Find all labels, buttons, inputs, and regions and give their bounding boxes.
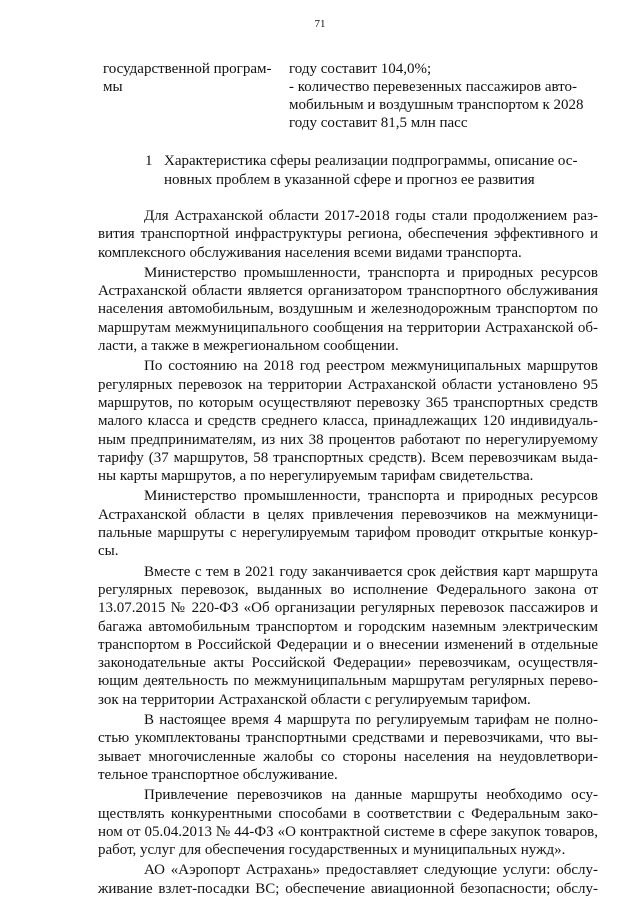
section-title-line: новных проблем в указанной сфере и прогноз ее развития [164, 172, 535, 188]
body-text [98, 207, 598, 898]
paragraph-line: Астраханской области является организатором транспортного обслуживания [98, 283, 598, 300]
paragraph-line: 13.07.2015 № 220-ФЗ «Об организации регулярных перевозок пассажиров и [98, 600, 598, 617]
body-paragraph [98, 264, 598, 355]
paragraph-line: транспортом в Российской Федерации и о внесении изменений в отдельные [98, 636, 598, 653]
paragraph-line: Для Астраханской области 2017-2018 годы стали продолжением раз- [144, 208, 598, 224]
body-paragraph [98, 357, 598, 485]
page-number: 71 [314, 18, 326, 30]
paragraph-line: Министерство промышленности, транспорта и природных ресурсов [144, 264, 598, 281]
paragraph-line: Привлечение перевозчиков на данные маршруты необходимо осу- [144, 787, 598, 804]
paragraph-line: живание взлет-посадки ВС; обеспечение авиационной безопасности; обслу- [98, 880, 598, 897]
paragraph-line: Министерство промышленности, транспорта и природных ресурсов [144, 488, 598, 505]
paragraph-line: комплексного обслуживания населения всеми видами транспорта. [98, 244, 522, 261]
paragraph-line: сы. [98, 543, 119, 560]
paragraph-line: зывает многочисленные жалобы со стороны населения на неудовлетвори- [98, 748, 598, 765]
table-label-line: государственной програм- [103, 61, 272, 77]
table-value-line: году составит 104,0%; [289, 61, 432, 77]
paragraph-line: вития транспортной инфраструктуры региона, обеспечения эффективного и [98, 226, 598, 243]
body-paragraph [98, 711, 598, 784]
section-number: 1 [145, 153, 153, 169]
paragraph-line: маршрутов, по которым осуществляют перевозку 365 транспортных средств [98, 394, 598, 411]
body-paragraph [98, 786, 598, 859]
paragraph-line: населения автомобильным, воздушным и железнодорожным транспортом по [98, 301, 598, 318]
paragraph-line: ном от 05.04.2013 № 44-ФЗ «О контрактной системе в сфере закупок товаров, [98, 823, 598, 840]
paragraph-line: В настоящее время 4 маршрута по регулируемым тарифам не полно- [144, 712, 598, 729]
paragraph-line: законодательные акты Российской Федерации» перевозчикам, осуществля- [98, 655, 598, 672]
paragraph-line: Астраханской области в целях привлечения перевозчиков на межмуници- [98, 506, 598, 523]
paragraph-line: зок на территории Астраханской области с регулируемым тарифом. [98, 691, 531, 708]
body-paragraph [98, 563, 598, 709]
table-value-cell [289, 60, 598, 132]
body-paragraph [98, 861, 598, 898]
paragraph-line: работ, услуг для обеспечения государственных и муниципальных нужд». [98, 842, 566, 859]
table-label-line: мы [103, 79, 123, 95]
paragraph-line: АО «Аэропорт Астрахань» предоставляет следующие услуги: обслу- [144, 862, 598, 879]
table-value-line: мобильным и воздушным транспортом к 2028 [289, 97, 584, 113]
paragraph-line: малого класса и средств среднего класса, принадлежащих 120 индивидуаль- [98, 413, 598, 430]
section-title [164, 152, 584, 190]
paragraph-line: ны карты маршрутов, а по нерегулируемым тарифам свидетельства. [98, 468, 534, 485]
table-value-line: году составит 81,5 млн пасс [289, 115, 468, 131]
paragraph-line: ществлять конкурентными способами в соответствии с Федеральным зако- [98, 805, 598, 822]
paragraph-line: ным предпринимателям, из них 38 процентов работают по нерегулируемому [98, 431, 598, 448]
table-label-cell [103, 60, 283, 96]
paragraph-line: регулярных перевозок, выданных во исполнение Федерального закона от [98, 581, 598, 598]
paragraph-line: ющим деятельность по межмуниципальным маршрутам регулярных перево- [98, 673, 598, 690]
paragraph-line: По состоянию на 2018 год реестром межмуниципальных маршрутов [144, 358, 598, 375]
paragraph-line: пальные маршруты с нерегулируемым тарифом проводит открытые конкур- [98, 525, 598, 542]
paragraph-line: багажа автомобильным транспортом и городским наземным электрическим [98, 618, 598, 635]
paragraph-line: тельное транспортное обслуживание. [98, 766, 338, 783]
paragraph-line: тарифу (37 маршрутов, 58 транспортных средств). Всем перевозчикам выда- [98, 449, 598, 466]
paragraph-line: стью укомплектованы транспортными средствами и перевозчиками, что вы- [98, 730, 598, 747]
body-paragraph [98, 487, 598, 560]
table-value-line: - количество перевезенных пассажиров авто- [289, 79, 578, 95]
paragraph-line: маршрутам межмуниципального сообщения на территории Астраханской об- [98, 319, 598, 336]
section-title-line: Характеристика сферы реализации подпрограммы, описание ос- [164, 153, 578, 169]
body-paragraph [98, 207, 598, 262]
paragraph-line: Вместе с тем в 2021 году заканчивается срок действия карт маршрута [144, 563, 598, 580]
paragraph-line: регулярных перевозок на территории Астраханской области установлено 95 [98, 376, 598, 393]
paragraph-line: ласти, а также в межрегиональном сообщении. [98, 338, 399, 355]
